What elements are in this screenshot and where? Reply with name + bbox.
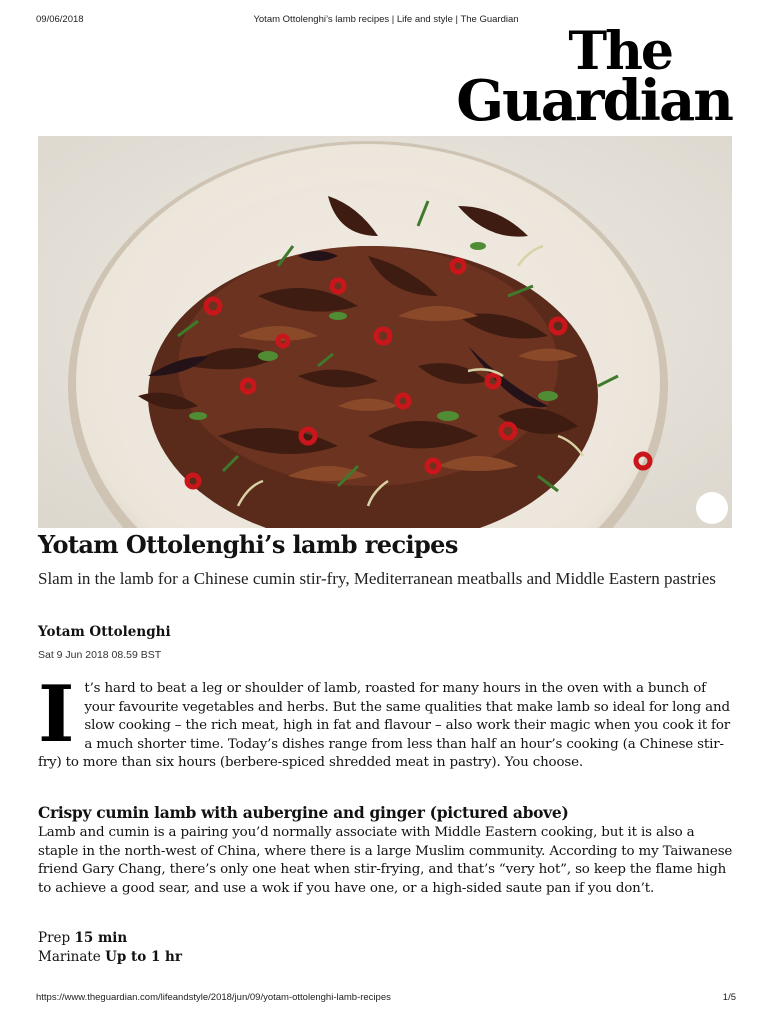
- print-footer: [36, 992, 736, 1006]
- recipe-subheading: Crispy cumin lamb with aubergine and ginger (pictured above): [38, 803, 569, 822]
- print-page-title: Yotam Ottolenghi’s lamb recipes | Life and style | The Guardian: [253, 14, 519, 25]
- print-page-number: 1/5: [722, 992, 736, 1003]
- marinate-time: [38, 949, 182, 965]
- marinate-label: Marinate: [38, 949, 101, 965]
- article-byline[interactable]: Yotam Ottolenghi: [38, 624, 171, 640]
- logo-line-the: The: [568, 21, 672, 82]
- prep-label: Prep: [38, 930, 71, 946]
- hero-image: [38, 136, 732, 528]
- logo-line-guardian: Guardian: [456, 67, 732, 134]
- marinate-value: Up to 1 hr: [105, 949, 182, 965]
- plate-of-stir-fried-lamb-image: [38, 136, 732, 528]
- article-dateline: Sat 9 Jun 2018 08.59 BST: [38, 649, 162, 661]
- intro-text: t’s hard to beat a leg or shoulder of lamb, roasted for many hours in the oven with a bunch of your favourite vegetables and herbs. But the same qualities that make lamb so ideal for long and slow cooking – the rich meat, high in fat and flavour – also work their magic when you cook it for a much shorter time. Today’s dishes range from less than half an hour’s cooking (a Chinese stir-fry) to more than six hours (berbere-spiced shredded meat in pastry). You choose.: [38, 681, 731, 770]
- prep-value: 15 min: [74, 930, 128, 946]
- print-url[interactable]: https://www.theguardian.com/lifeandstyle/2018/jun/09/yotam-ottolenghi-lamb-recipes: [36, 992, 391, 1003]
- article-standfirst: Slam in the lamb for a Chinese cumin stir-fry, Mediterranean meatballs and Middle Eastern pastries: [38, 569, 716, 588]
- dropcap: I: [38, 669, 75, 760]
- article-headline: Yotam Ottolenghi’s lamb recipes: [38, 530, 458, 559]
- intro-paragraph: [38, 669, 734, 773]
- print-date: 09/06/2018: [36, 14, 84, 25]
- recipe-intro-paragraph: Lamb and cumin is a pairing you’d normally associate with Middle Eastern cooking, but it is also a staple in the north-west of China, where there is a large Muslim community. According to my Taiwanese friend Gary Chang, there’s only one heat when stir-frying, and that’s “very hot”, so keep the flame high to achieve a good sear, and use a wok if you have one, or a high-sided saute pan if you don’t.: [38, 825, 733, 896]
- guardian-logo[interactable]: [412, 21, 732, 134]
- prep-time: [38, 930, 127, 946]
